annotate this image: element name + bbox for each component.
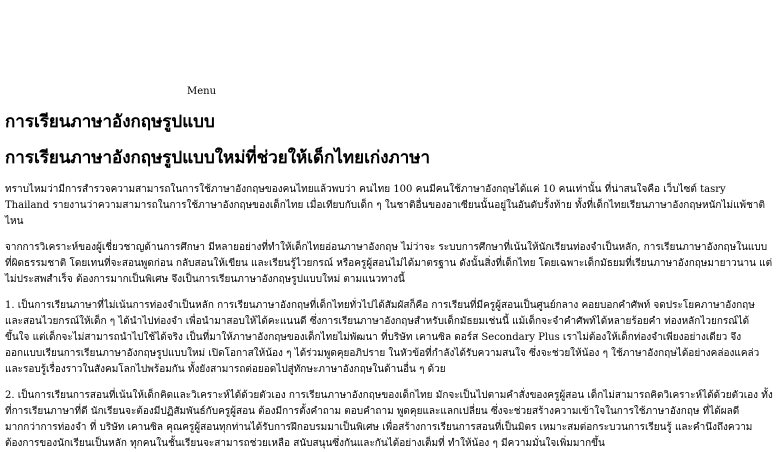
paragraph-intro: ทราบไหมว่ามีการสำรวจความสามารถในการใช้ภาษาอังกฤษของคนไทยแล้วพบว่า คนไทย 100 คนมีคนใช้ภาษาอังกฤษได้แค่ 10 คนเท่านั้น ที่น่าสนใจคือ เว็บไซต์ tasry Thailand รายงานว่าความสามารถในการใช้ภาษาอังกฤษของเด็กไทย เมื่อเทียบกับเด็ก ๆ ในชาติอื่นของอาเซียนนั้นอยู่ในอันดับรั้งท้าย ทั้งที่เด็กไทยเรียนภาษาอังกฤษหนักไม่แพ้ชาติไหน [5,184,766,227]
menu-link[interactable]: Menu [187,86,217,97]
paragraph-point-2: 2. เป็นการเรียนการสอนที่เน้นให้เด็กคิดและวิเคราะห์ได้ด้วยตัวเอง การเรียนภาษาอังกฤษของเด็กไทย มักจะเป็นไปตามคำสั่งของครูผู้สอน เด็กไม่สามารถคิดวิเคราะห์ได้ด้วยตัวเอง ทั้งที่การเรียนภาษาที่ดี นักเรียนจะต้องมีปฏิสัมพันธ์กับครูผู้สอน ต้องมีการตั้งคำถาม ตอบคำถาม พูดคุยและแลกเปลี่ยน ซึ่งจะช่วยสร้างความเข้าใจในการใช้ภาษาอังกฤษ ที่ได้ผลดีมากกว่าการท่องจำ ที่ บริษัท เคานซิล คุณครูผู้สอนทุกท่านได้รับการฝึกอบรมมาเป็นพิเศษ เพื่อสร้างการเรียนการสอนที่เป็นมิตร เหมาะสมต่อกระบวนการเรียนรู้ และคำนึงถึงความต้องการของนักเรียนเป็นหลัก ทุกคนในชั้นเรียนจะสามารถช่วยเหลือ สนับสนุนซึ่งกันและกันได้อย่างเต็มที่ ทำให้น้อง ๆ มีความมั่นใจเพิ่มมากขึ้น [5,390,773,449]
page-title: การเรียนภาษาอังกฤษรูปแบบ [5,112,215,132]
paragraph-analysis: จากการวิเคราะห์ของผู้เชี่ยวชาญด้านการศึกษา มีหลายอย่างที่ทำให้เด็กไทยอ่อนภาษาอังกฤษ ไม่ว่าจะ ระบบการศึกษาที่เน้นให้นักเรียนท่องจำเป็นหลัก, การเรียนภาษาอังกฤษในแบบที่ผิดธรรมชาติ โดยเทนที่จะสอนพูดก่อน กลับสอนให้เขียน และเรียนรู้ไวยกรณ์ หรือครูผู้สอนไม่ได้มาตรฐาน ดังนั้นสิ่งที่เด็กไทย โดยเฉพาะเด็กมัธยมที่เรียนภาษาอังกฤษมายาวนาน แต่ไม่ประสพสำเร็จ ต้องการมากเป็นพิเศษ จึงเป็นการเรียนภาษาอังกฤษรูปแบบใหม่ ตามแนวทางนี้ [5,242,773,285]
article-subtitle: การเรียนภาษาอังกฤษรูปแบบใหม่ที่ช่วยให้เด็กไทยเก่งภาษา [5,148,430,168]
paragraph-point-1: 1. เป็นการเรียนภาษาที่ไม่เน้นการท่องจำเป็นหลัก การเรียนภาษาอังกฤษที่เด็กไทยทั่วไปได้สัมผัสก็คือ การเรียนที่มีครูผู้สอนเป็นศูนย์กลาง คอยบอกคำศัพท์ จดประโยคภาษาอังกฤษ และสอนไวยกรณ์ให้เด็ก ๆ ได้นำไปท่องจำ เพื่อนำมาสอบให้ได้คะแนนดี ซึ่งการเรียนภาษาอังกฤษสำหรับเด็กมัธยมเช่นนี้ แม้เด็กจะจำคำศัพท์ได้หลายร้อยคำ ท่องหลักไวยกรณ์ได้ขึ้นใจ แต่เด็กจะไม่สามารถนำไปใช้ได้จริง เป็นที่มาให้ภาษาอังกฤษของเด็กไทยไม่พัฒนา ที่บริษัท เคานซิล ดอร์ส Secondary Plus เราไม่ต้องให้เด็กท่องจำเพียงอย่างเดียว จึงออกแบบเรียนการเรียนภาษาอังกฤษรูปแบบใหม่ เปิดโอกาสให้น้อง ๆ ได้ร่วมพูดคุยอภิปราย ในหัวข้อที่กำลังได้รับความสนใจ ซึ่งจะช่วยให้น้อง ๆ ใช้ภาษาอังกฤษได้อย่างคล่องแคล่ว และรอบรู้เรื่องราวในสังคมโลกไปพร้อมกัน ทั้งยังสามารถต่อยอดไปสู่ทักษะภาษาอังกฤษในด้านอื่น ๆ ด้วย [5,300,760,375]
article [5,112,773,452]
